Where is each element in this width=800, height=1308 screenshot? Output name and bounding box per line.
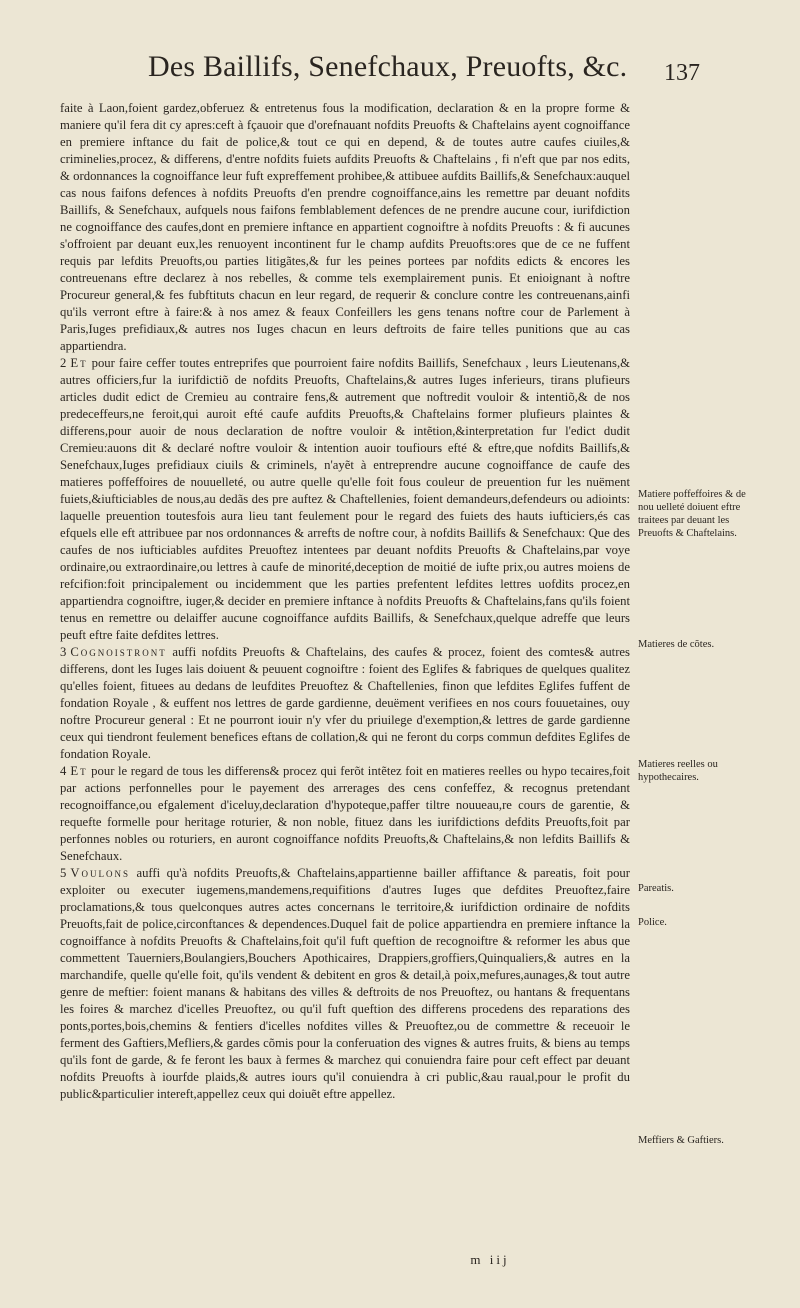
margin-note-police: Police. [638, 917, 667, 928]
signature-mark: m iij [470, 1252, 510, 1267]
margin-note-contes: Matieres de cõtes. [638, 639, 715, 650]
paragraph-text: auffi nofdits Preuofts & Chaftelains, des caufes & procez, foient des comtes& autres differens, dont les Iuges lais doiuent & peuuent cognoiftre : foient des Eglifes & fabriques de quelques qualitez qu'elles foient, fituees au dedans de leufdites Preuoftez & Chaftellenies, finon que lefdites Eglifes fuffent de fondation Royale , & euffent nos lettres de garde gardienne, deuëment verifiees en nos cours fouuetaines, ouy noftre Procureur general : Et ne pourront iouir n'y vfer du priuilege d'exemption,& lettres de garde gardienne ceux qui tiendront feulement benefices eftans de collation,& qui ne feront du corps commun defdites Eglifes de fondation Royale. [60, 645, 630, 761]
paragraph-intro [60, 100, 630, 355]
paragraph-lead-word: Et [70, 356, 88, 370]
paragraph-text: pour le regard de tous les differens& procez qui ferõt intẽtez foit en matieres reelles ou hypo tecaires,foit par actions perfonnelles pour le payement des arrerages des cens confeffez, & recognus pretendant recognoiffance,ou efgalement d'iceluy,declaration d'hypoteque,paffer tiltre nouueau,re cours de garentie, & requefte formelle pour heritage roturier, & non noble, fituez dans les iurifdictions defdits Preuofts,foit par perfonnes nobles ou roturiers, en auront cognoiffance nofdits Preuofts,& Chaftelains,& non lefdits Baillifs & Senefchaux. [60, 764, 630, 863]
main-text-column [60, 100, 630, 1103]
paragraph-text: pour faire ceffer toutes entreprifes que pourroient faire nofdits Baillifs, Senefchaux , leurs Lieutenans,& autres officiers,fur la iurifdictiõ de nofdits Preuofts, Chaftelains,& autres Iuges inferieurs, tirans plufieurs articles dudit edict de Cremieu au contraire fens,& autrement que noftredit vouloir & intentiõ,& de nos predeceffeurs,ne feroit,qui auroit efté caufe aufdits Preuofts,& Chaftelains former plufieurs plaintes & differens,pour auoir de nous declaration de noftre vouloir & intẽtion,&interpretation fur l'edict dudit Cremieu:auons dit & declaré noftre vouloir & intention auoir toufiours efté & eftre,que nofdits Baillifs,& Senefchaux,Iuges prefidiaux ciuils & criminels, n'ayẽt à entreprendre aucune cognoiffance de caufe des matieres poffeffoires de nouuelleté, ou autre quelle qu'elle foit fous couleur de preuention fur les nuëment fuiets,&iufticiables de nous,au dedãs des pre auftez & Chaftellenies, foient demandeurs,defendeurs ou adioints: laquelle preuention toutesfois aura lieu tant feulement pour le regard des fuiets des hauts iufticiers,és cas efquels elle eft attribuee par nos ordonnances & arrefts de noftre cour, à nofdits Baillifs & Senefchaux: Que des caufes de nos iufticiables aufdites Preuoftez intentees par deuant nofdits Preuofts & Chaftelains,par voye ordinaire,ou extraordinaire,ou lettres à caufe de minorité,deception de moitié de iufte prix,ou autres moiens de refcifion:foit principalement ou incidemment que les parties prefentent lefdites lettres uofdits procez,en appartiendra cognoiftre, iuger,& decider en premiere inftance à nofdits Preuofts & Chaftelains,fans qu'ils foient tenus en remettre ou delaiffer aucune cognoiffance aufdits Baillifs, & Senefchaux,quelque adreffe que leurs peuft eftre faite defdites lettres. [60, 356, 630, 642]
paragraph-3 [60, 644, 630, 763]
running-title: Des Baillifs, Senefchaux, Preuofts, &c. [148, 50, 628, 83]
paragraph-number: 5 [60, 866, 67, 880]
page-header [140, 50, 700, 98]
paragraph-5 [60, 865, 630, 1103]
paragraph-lead-word: Et [70, 764, 88, 778]
paragraph-4 [60, 763, 630, 865]
paragraph-number: 2 [60, 356, 67, 370]
paragraph-text: auffi qu'à nofdits Preuofts,& Chaftelains,appartienne bailler affiftance & pareatis, foit pour exploiter ou executer iugemens,mandemens,requifitions d'autres Iuges que defdites Preuoftez,faire proclamations,& tous quelconques autres actes concernans le territoire,& iurifdiction ordinaire de nofdits Preuofts,fait de police,circonftances & dependences.Duquel fait de police appartiendra en premiere inftance la cognoiffance à nofdits Preuofts & Chaftelains,foit qu'il fuft queftion de recognoiftre & reformer les abus que commettent Tauerniers,Boulangiers,Bouchers Apothicaires, Drappiers,groffiers,Quinqualiers,& autres en la marchandife, quelle qu'elle foit, qu'ils vendent & debitent en gros & detail,à poix,mefures,aunages,& tout autre genre de meftier: foient manans & habitans des villes & deftroits de nos Preuoftez, ou hantans & frequentans les foires & marchez d'icelles Preuoftez, ou qu'il fuft queftion des differens procedens des reparations des ponts,portes,bois,chemins & fentiers d'icelles nofdites villes & Preuoftez,ou de commettre & receuoir le ferment des Gaftiers,Mefliers,& gardes cõmis pour la conferuation des vignes & autres fruits, & biens au temps qu'ils font de garde, & fe feront les baux à fermes & marchez qui conuiendra faire pour ceft effect par deuant nofdits Preuofts à iourfde plaids,& autres iours qu'il conuiendra à cri public,&au raual,pour le profit du public&particulier intereft,appellez ceux qui doiuẽt eftre appellez. [60, 866, 630, 1101]
paragraph-2 [60, 355, 630, 644]
margin-note-possessory: Matiere poffeffoires & de nou uelleté doiuent eftre traitees par deuant les Preuofts & Chaftelains. [638, 489, 746, 539]
margin-note-hypothecaires: Matieres reelles ou hypothecaires. [638, 759, 718, 783]
paragraph-lead-word: Cognoistront [70, 645, 167, 659]
margin-note-messiers: Meffiers & Gaftiers. [638, 1135, 724, 1146]
page-number: 137 [664, 60, 700, 86]
paragraph-number: 3 [60, 645, 67, 659]
margin-note-pareatis: Pareatis. [638, 883, 674, 894]
page-footer [0, 1252, 800, 1268]
paragraph-text: faite à Laon,foient gardez,obferuez & entretenus fous la modification, declaration & en la propre forme & maniere qu'il fera dit cy apres:ceft à fçauoir que d'orefnauant nofdits Preuofts & Chaftelains ayent cognoiffance en premiere inftance du fait de police,& tout ce qui en depend, & de toutes autre caufes ciuiles,& criminelies,procez, & differens, d'entre nofdits fuiets aufdits Preuofts & Chaftelains , fi n'eft que par nos edits, & ordonnances la cognoiffance leur fuft expreffement prohibee,& attibuee aufdits Baillifs,& Senefchaux:auquel cas nous faifons defences à nofdits Preuofts d'en prendre cognoiffance,ains les remettre par deuant nofdits Baillifs, & Senefchaux, aufquels nous faifons femblablement defences de ne prendre aucune cour, iurifdiction ne cognoiffance des caufes,dont en premiere inftance en appartient cognoiftre à nofdits Preuofts : & fi aucunes s'offroient par deuant eux,les renuoyent incontinent fur le champ aufdits Preuofts:ores que de ce ne fuffent requis par lefdits Preuofts,ou parties litigãtes,& fur les peines portees par nofdits edicts & encores les contreuenans eftre declarez à nos rebelles, & comme tels exemplairement punis. Et enioignant à noftre Procureur general,& fes fubftituts chacun en leur regard, de requerir & conclure contre les contreuenans,ainfi qu'ils verront eftre à faire:& à nos amez & feaux Confeillers les gens tenans noftre cour de Parlement à Paris,Iuges prefidiaux,& autres nos Iuges chacun en leurs deftroits de faire telles punitions que au cas appartiendra. [60, 101, 630, 353]
paragraph-number: 4 [60, 764, 67, 778]
paragraph-lead-word: Voulons [70, 866, 131, 880]
